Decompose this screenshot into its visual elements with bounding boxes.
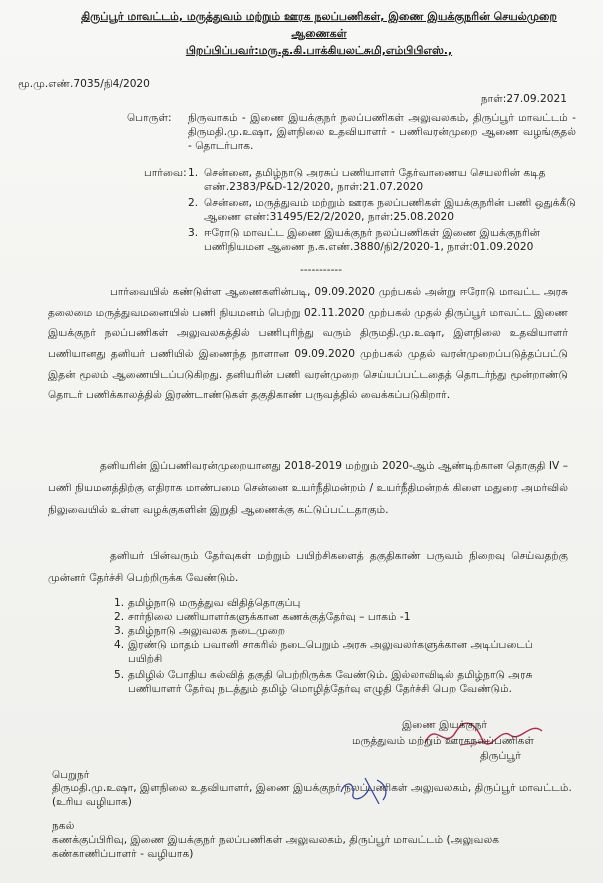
list-item: 3. தமிழ்நாடு அலுவலக நடைமுறை bbox=[114, 624, 286, 637]
header-line-3: பிறப்பிப்பவர்:மரு.த.கி.பாக்கியலட்சுமி,எம்பிபிஎஸ்., bbox=[185, 44, 453, 57]
signature-line-2: மருத்துவம் மற்றும் ஊரகநலப்பணிகள் bbox=[352, 735, 534, 747]
references-list bbox=[188, 167, 576, 255]
body-paragraph-2: தனியரின் இப்பணிவரன்முறையானது 2018-2019 மற்றும் 2020-ஆம் ஆண்டிற்கான தொகுதி IV – பணி நியமனத்திற்கு எதிராக மாண்பமை சென்னை உயர்நீதிமன்றம் / உயர்நீதிமன்றக் கிளை மதுரை அமர்வில் நிலுவையில் உள்ள வழக்குகளின் இறுதி ஆணைக்கு கட்டுப்பட்டதாகும். bbox=[48, 460, 568, 517]
list-item: 2. சார்நிலை பணியாளர்களுக்கான கணக்குத்தேர்வு – பாகம் -1 bbox=[114, 610, 411, 623]
reference-item: 2. சென்னை, மருத்துவம் மற்றும் ஊரக நலப்பணிகள் இயக்குநரின் பணி ஒதுக்கீடு ஆணை எண்:31495/E2/2/2020, நாள்:25.08.2020 bbox=[188, 196, 576, 223]
separator-dashes: ----------- bbox=[300, 264, 343, 276]
recipient-label: பெறுநர் bbox=[52, 769, 90, 781]
signature-block bbox=[402, 719, 487, 733]
subject-text: நிருவாகம் - இணை இயக்குநர் நலப்பணிகள் அலுவலகம், திருப்பூர் மாவட்டம் - திருமதி.மு.உஷா, இளநிலை உதவியாளர் - பணிவரன்முறை ஆணை வழங்குதல் - தொடர்பாக. bbox=[188, 112, 576, 152]
reference-number: மூ.மு.எண்.7035/நி4/2020 bbox=[18, 78, 150, 90]
signature-line-1: இணை இயக்குநர் bbox=[402, 719, 488, 731]
body-paragraph-3: தனியர் பின்வரும் தேர்வுகள் மற்றும் பயிற்சிகளைத் தகுதிகாண் பருவம் நிறைவு செய்வதற்கு முன்னர் தேர்ச்சி பெற்றிருக்க வேண்டும். bbox=[48, 550, 568, 584]
references-label: பார்வை: bbox=[144, 167, 187, 179]
requirements-list bbox=[114, 597, 534, 697]
header-line-2: ஆணைகள் bbox=[291, 27, 347, 40]
reference-item: 1. சென்னை, தமிழ்நாடு அரசுப் பணியாளர் தேர்வாணைய செயலரின் கடித எண்.2383/P&D-12/2020, நாள்:21.07.2020 bbox=[188, 167, 546, 193]
list-item: 4. இரண்டு மாதம் பவானி சாகரில் நடைபெறும் அரசு அலுவலர்களுக்கான அடிப்படைப் பயிற்சி bbox=[114, 638, 533, 665]
list-item: 5. தமிழில் போதிய கல்வித் தகுதி பெற்றிருக்க வேண்டும். இல்லாவிடில் தமிழ்நாடு அரசு பணியாளர் தேர்வு நடத்தும் தமிழ் மொழித்தேர்வு எழுதி தேர்ச்சி பெற வேண்டும். bbox=[114, 668, 533, 695]
copy-label: நகல் bbox=[52, 820, 75, 832]
order-date: நாள்:27.09.2021 bbox=[480, 93, 567, 105]
reference-item: 3. ஈரோடு மாவட்ட இணை இயக்குநர் நலப்பணிகள் இணை இயக்குநரின் பணிநியமன ஆணை ந.க.எண்.3880/நி2/2020-1, நாள்:01.09.2020 bbox=[188, 226, 540, 253]
initials-mark bbox=[335, 770, 395, 810]
signature-line-3: திருப்பூர் bbox=[480, 750, 521, 762]
recipient-text: திருமதி.மு.உஷா, இளநிலை உதவியாளர், இணை இயக்குநர் நலப்பணிகள் அலுவலகம், திருப்பூர் மாவட்டம். (உரிய வழியாக) bbox=[52, 782, 572, 808]
body-paragraph-1: பார்வையில் கண்டுள்ள ஆணைகளின்படி, 09.09.2020 முற்பகல் அன்று ஈரோடு மாவட்ட அரசு தலைமை மருத்துவமனையில் பணி நியமனம் பெற்று 02.11.2020 முற்பகல் முதல் திருப்பூர் மாவட்ட இணை இயக்குநர் நலப்பணிகள் அலுவலகத்தில் பணிபுரிந்து வரும் திருமதி.மு.உஷா, இளநிலை உதவியாளர் பணியானது தனியர் பணியில் இணைந்த நாளான 09.09.2020 முற்பகல் முதல் வரன்முறைப்படுத்தப்பட்டு இதன் மூலம் ஆணையிடப்படுகிறது. தனியரின் பணி வரன்முறை செய்யப்பட்டதைத் தொடர்ந்து மூன்றாண்டு தொடர் பணிக்காலத்தில் இரண்டாண்டுகள் தகுதிகாண் பருவத்தில் வைக்கப்படுகிறார். bbox=[48, 286, 568, 402]
list-item: 1. தமிழ்நாடு மருத்துவ விதித்தொகுப்பு bbox=[114, 597, 301, 609]
subject-label: பொருள்: bbox=[127, 112, 172, 124]
header-line-1: திருப்பூர் மாவட்டம், மருத்துவம் மற்றும் ஊரக நலப்பணிகள், இணை இயக்குநரின் செயல்முறை bbox=[81, 10, 557, 23]
copy-text: கணக்குப்பிரிவு, இணை இயக்குநர் நலப்பணிகள் அலுவலகம், திருப்பூர் மாவட்டம் (அலுவலக கண்காணிப்பாளர் - வழியாக) bbox=[52, 834, 500, 860]
